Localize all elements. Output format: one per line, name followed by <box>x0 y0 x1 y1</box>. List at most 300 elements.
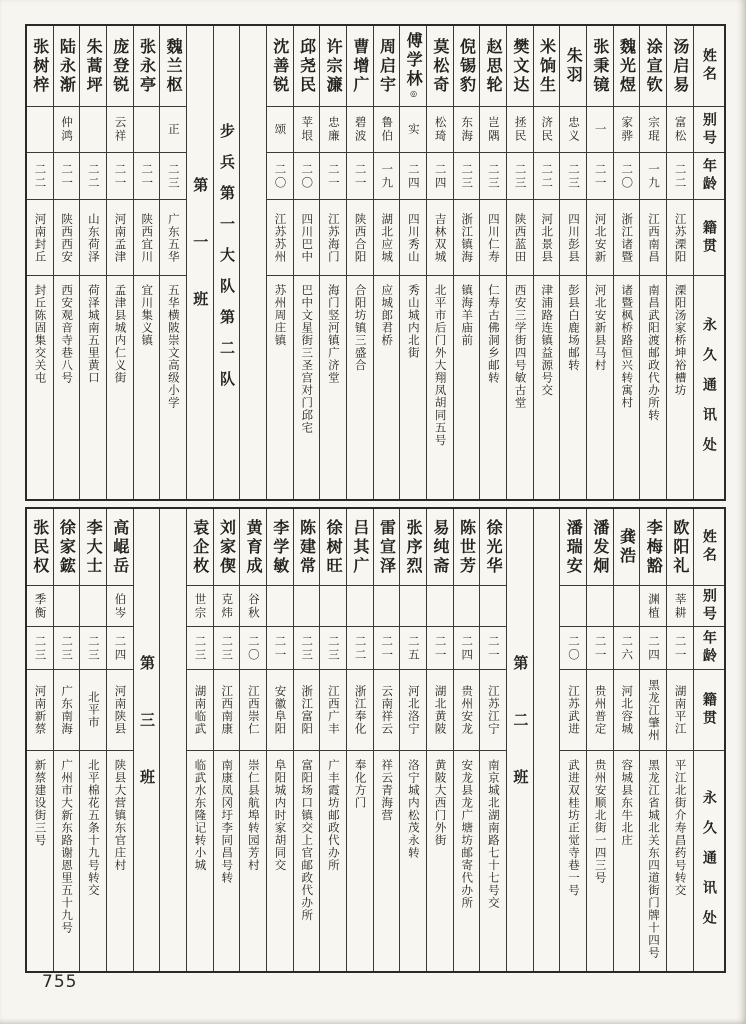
person-address <box>80 276 106 499</box>
person-age-text: 二一 <box>486 634 501 662</box>
person-age <box>320 153 346 200</box>
person-native-text: 河北景县 <box>540 212 555 263</box>
person-native <box>27 670 53 751</box>
person-alias <box>240 586 266 627</box>
person-age <box>27 627 53 670</box>
person-name-text: 周启宇 <box>377 37 397 95</box>
person-address <box>374 276 400 499</box>
person-native <box>240 670 266 751</box>
person-address <box>427 751 453 971</box>
person-age <box>454 153 480 200</box>
person-name-text: 沈善锐 <box>270 37 290 95</box>
person-native-text: 湖北应城 <box>380 212 395 263</box>
person-age <box>587 153 613 200</box>
person-address-text: 镇海羊庙前 <box>460 284 475 347</box>
person-native <box>640 670 666 751</box>
person-name-text: 袁企枚 <box>190 518 210 576</box>
person-alias-text: 济民 <box>540 116 555 143</box>
person-age-text: 二〇 <box>246 634 261 662</box>
person-native <box>27 200 53 276</box>
person-address-text: 封丘陈固集交关屯 <box>33 284 48 384</box>
person-native-text: 江西南昌 <box>646 212 661 263</box>
person-native <box>427 200 453 276</box>
person-age-text: 二一 <box>273 634 288 662</box>
person-address <box>294 276 320 499</box>
person-name-text: 朱羽 <box>564 47 584 85</box>
person-alias-text: 松琦 <box>433 116 448 143</box>
person-address <box>587 276 613 499</box>
header-address-text: 永久通讯处 <box>700 790 717 940</box>
person-native <box>560 670 586 751</box>
person-address-text: 南京城北湖南路七十七号交 <box>486 759 501 909</box>
person-column <box>400 26 427 499</box>
person-name-text: 陈建常 <box>297 518 317 576</box>
person-alias <box>374 107 400 153</box>
person-column <box>107 26 134 499</box>
person-age <box>267 153 293 200</box>
person-name-text: 雷宣泽 <box>377 518 397 576</box>
person-address-text: 合阳坊镇三盛合 <box>353 284 368 372</box>
person-address-text: 临武水东隆记转小城 <box>193 759 208 872</box>
header-age <box>694 627 724 670</box>
person-name-text: 欧阳礼 <box>670 518 690 576</box>
person-address <box>107 751 133 971</box>
person-age <box>294 627 320 670</box>
class-label: 第二班 <box>511 654 530 826</box>
person-name <box>240 509 266 586</box>
person-alias <box>27 586 53 627</box>
person-age <box>560 153 586 200</box>
person-column <box>374 509 401 971</box>
person-age <box>27 153 53 200</box>
person-native <box>614 200 640 276</box>
person-age <box>400 627 426 670</box>
person-address <box>107 276 133 499</box>
header-native-text: 籍贯 <box>700 692 717 728</box>
person-alias-text: 岂隅 <box>486 116 501 143</box>
person-address-text: 孟津县城内仁义街 <box>113 284 128 384</box>
person-column <box>560 26 587 499</box>
person-column <box>347 509 374 971</box>
person-native-text: 四川彭县 <box>566 212 581 263</box>
person-age <box>107 627 133 670</box>
person-native <box>267 670 293 751</box>
person-alias-text: 颂 <box>273 122 288 137</box>
person-age-text: 二二 <box>673 162 688 190</box>
person-native-text: 河北洛宁 <box>406 685 421 735</box>
header-address <box>694 276 724 499</box>
person-address <box>267 276 293 499</box>
person-name-text: 张序烈 <box>404 518 424 576</box>
header-native-text: 籍贯 <box>700 219 717 256</box>
person-age <box>640 627 666 670</box>
person-age <box>667 153 693 200</box>
person-native <box>480 200 506 276</box>
person-alias <box>374 586 400 627</box>
person-address <box>347 276 373 499</box>
person-alias <box>667 586 693 627</box>
person-column <box>587 26 614 499</box>
person-age-text: 二一 <box>60 162 75 190</box>
person-name <box>427 26 453 107</box>
person-alias <box>400 107 426 153</box>
person-address <box>560 751 586 971</box>
person-address <box>80 751 106 971</box>
person-address-text: 陕县大营镇东官庄村 <box>113 759 128 872</box>
person-alias <box>347 586 373 627</box>
person-native-text: 北平市 <box>86 691 101 729</box>
person-age-text: 二一 <box>140 162 155 190</box>
person-age-text: 二〇 <box>273 162 288 190</box>
person-alias <box>560 107 586 153</box>
person-age-text: 一九 <box>380 162 395 190</box>
person-age-text: 二三 <box>486 162 501 190</box>
person-column <box>374 26 401 499</box>
person-name-text: 徐树旺 <box>324 518 344 576</box>
person-name-text: 黄育成 <box>244 518 264 576</box>
person-address-text: 苏州周庄镇 <box>273 284 288 347</box>
person-native <box>587 670 613 751</box>
person-name <box>294 26 320 107</box>
person-address <box>294 751 320 971</box>
person-name-text: 潘发炯 <box>590 518 610 576</box>
person-native-text: 贵州安龙 <box>460 685 475 735</box>
person-address <box>214 751 240 971</box>
person-address-text: 河北安新县马村 <box>593 284 608 372</box>
person-address-text: 平江北街介寿昌药号转交 <box>673 759 688 897</box>
person-age <box>400 153 426 200</box>
person-alias <box>347 107 373 153</box>
person-alias <box>54 107 80 153</box>
person-age <box>534 153 560 200</box>
person-address <box>54 751 80 971</box>
person-address <box>507 276 533 499</box>
person-native-text: 湖南平江 <box>673 685 688 735</box>
person-native <box>480 670 506 751</box>
person-column <box>614 509 641 971</box>
person-address-text: 北平棉花五条十九号转交 <box>86 759 101 897</box>
person-name <box>480 509 506 586</box>
person-age-text: 二一 <box>326 162 341 190</box>
person-alias <box>640 107 666 153</box>
person-native <box>454 670 480 751</box>
person-native <box>400 670 426 751</box>
person-address-text: 仁寿古佛洞乡邮转 <box>486 284 501 384</box>
person-native <box>214 670 240 751</box>
person-name <box>320 26 346 107</box>
person-address-text: 秀山城内北街 <box>406 284 421 359</box>
unit-title-column <box>214 26 241 499</box>
person-alias <box>614 586 640 627</box>
person-native <box>347 670 373 751</box>
person-address <box>614 751 640 971</box>
person-alias <box>320 586 346 627</box>
person-age-text: 二四 <box>113 634 128 662</box>
person-column <box>80 26 107 499</box>
person-column <box>107 509 134 971</box>
person-name <box>400 509 426 586</box>
person-age <box>374 627 400 670</box>
class-label: 第一班 <box>191 177 210 348</box>
person-name-text: 易纯斋 <box>430 518 450 576</box>
person-address-text: 安龙县龙广塘坊邮寄代办所 <box>460 759 475 909</box>
person-column <box>347 26 374 499</box>
blank-divider-column <box>534 509 561 971</box>
person-age <box>107 153 133 200</box>
header-column <box>694 509 724 971</box>
unit-title: 步兵第一大队第二队 <box>217 123 236 402</box>
person-native <box>187 670 213 751</box>
person-column <box>27 26 54 499</box>
person-address-text: 崇仁县航埠转园芳村 <box>246 759 261 872</box>
person-age <box>427 627 453 670</box>
person-name-text: 吕其广 <box>350 518 370 576</box>
person-address-text: 武进双桂坊正觉寺巷一号 <box>566 759 581 897</box>
person-name-text: 魏兰枢 <box>164 37 184 95</box>
person-column <box>400 509 427 971</box>
person-native-text: 吉林双城 <box>433 212 448 263</box>
person-age-text: 二二 <box>540 162 555 190</box>
person-alias-text: 拯民 <box>513 116 528 143</box>
person-address-text: 黄陂大西门外街 <box>433 759 448 847</box>
person-name <box>454 26 480 107</box>
person-address <box>374 751 400 971</box>
person-age-text: 二二 <box>353 634 368 662</box>
person-column <box>480 509 507 971</box>
person-column <box>454 26 481 499</box>
page-number: 755 <box>42 972 78 992</box>
person-alias <box>27 107 53 153</box>
person-address <box>54 276 80 499</box>
person-address-text: 溧阳汤家桥坤裕槽坊 <box>673 284 688 397</box>
person-name <box>134 26 160 107</box>
person-name <box>294 509 320 586</box>
person-column <box>267 509 294 971</box>
person-alias-text: 正 <box>166 122 181 137</box>
blank-divider-column <box>160 509 187 971</box>
person-age <box>54 627 80 670</box>
person-address <box>160 276 186 499</box>
header-alias <box>694 107 724 153</box>
person-name <box>80 509 106 586</box>
person-native-text: 湖北黄陂 <box>433 685 448 735</box>
header-native <box>694 200 724 276</box>
person-column <box>214 509 241 971</box>
person-age <box>614 627 640 670</box>
person-name-text: 徐光华 <box>484 518 504 576</box>
person-name <box>80 26 106 107</box>
person-address-text: 黑龙江省城北关东四道街门牌十四号 <box>646 759 661 959</box>
person-name <box>374 26 400 107</box>
person-native-text: 广东南海 <box>60 685 75 735</box>
person-age <box>480 627 506 670</box>
person-native <box>294 670 320 751</box>
person-alias-text: 实 <box>406 122 421 137</box>
person-name-text: 高崐岳 <box>110 518 130 576</box>
person-name <box>614 26 640 107</box>
person-native <box>80 200 106 276</box>
person-native <box>267 200 293 276</box>
person-alias-text: 苹垠 <box>300 116 315 143</box>
person-alias <box>427 107 453 153</box>
person-column <box>427 509 454 971</box>
person-native-text: 广东五华 <box>166 212 181 263</box>
person-address-text: 祥云青海营 <box>380 759 395 822</box>
person-name <box>400 26 426 107</box>
person-name-text: 陆永渐 <box>57 37 77 95</box>
person-column <box>560 509 587 971</box>
person-name <box>320 509 346 586</box>
person-name <box>267 509 293 586</box>
header-name <box>694 509 724 586</box>
person-name <box>534 26 560 107</box>
person-alias <box>320 107 346 153</box>
person-alias-text: 仲鸿 <box>60 116 75 143</box>
person-age <box>240 627 266 670</box>
person-native-text: 江西广丰 <box>326 685 341 735</box>
person-column <box>294 26 321 499</box>
person-column <box>240 509 267 971</box>
person-native <box>347 200 373 276</box>
person-address <box>640 751 666 971</box>
person-alias <box>80 107 106 153</box>
person-name-text: 李梅豁 <box>644 518 664 576</box>
person-alias <box>294 107 320 153</box>
person-column <box>640 26 667 499</box>
person-age <box>80 627 106 670</box>
person-name-text: 傅学林◎ <box>404 31 424 101</box>
person-native-text: 陕西宜川 <box>140 212 155 263</box>
person-alias <box>534 107 560 153</box>
person-name <box>427 509 453 586</box>
person-name-text: 庞登锐 <box>110 37 130 95</box>
person-address-text: 富阳场口镇交上官邮政代办所 <box>300 759 315 922</box>
person-native-text: 山东荷泽 <box>86 212 101 263</box>
person-age-text: 二二 <box>86 162 101 190</box>
person-name-text: 李大士 <box>84 518 104 576</box>
person-age-text: 二一 <box>593 162 608 190</box>
person-alias-text: 季衡 <box>33 592 48 620</box>
person-address-text: 新蔡建设街三号 <box>33 759 48 847</box>
person-address-text: 北平市后门外大翔凤胡同五号 <box>433 284 448 447</box>
person-name <box>347 509 373 586</box>
person-name <box>214 509 240 586</box>
person-name-text: 许宗濂 <box>324 37 344 95</box>
person-name-text: 陈世芳 <box>457 518 477 576</box>
person-name <box>107 26 133 107</box>
person-native <box>107 670 133 751</box>
person-address <box>320 276 346 499</box>
person-name <box>347 26 373 107</box>
person-name-text: 张民权 <box>30 518 50 576</box>
person-column <box>187 509 214 971</box>
person-address-text: 洛宁城内松茂永转 <box>406 759 421 859</box>
person-column <box>427 26 454 499</box>
person-age-text: 二〇 <box>566 634 581 662</box>
person-age-text: 二三 <box>326 634 341 662</box>
person-age-text: 二四 <box>406 162 421 190</box>
person-alias <box>294 586 320 627</box>
person-native-text: 陕西蓝田 <box>513 212 528 263</box>
person-alias <box>560 586 586 627</box>
person-name <box>667 509 693 586</box>
header-address-text: 永久通讯处 <box>700 316 717 467</box>
header-age-text: 年龄 <box>700 630 717 666</box>
person-alias-text: 碧波 <box>353 116 368 143</box>
person-name-text: 徐家鋐 <box>57 518 77 576</box>
person-age <box>320 627 346 670</box>
person-age <box>214 627 240 670</box>
person-age-text: 二三 <box>193 634 208 662</box>
person-column <box>507 26 534 499</box>
person-name-text: 莫松奇 <box>430 37 450 95</box>
person-column <box>320 26 347 499</box>
person-address-text: 诸暨枫桥路恒兴转寓村 <box>620 284 635 409</box>
person-address-text: 贵州安顺北街一四三号 <box>593 759 608 884</box>
person-native <box>320 670 346 751</box>
person-address-text: 彭县白鹿场邮转 <box>566 284 581 372</box>
person-alias <box>454 107 480 153</box>
header-address <box>694 751 724 971</box>
person-age <box>374 153 400 200</box>
person-column <box>480 26 507 499</box>
person-native-text: 江苏武进 <box>566 685 581 735</box>
person-native <box>587 200 613 276</box>
blank-divider-column <box>240 26 267 499</box>
person-alias-text: 东海 <box>460 116 475 143</box>
person-alias <box>134 107 160 153</box>
person-age <box>640 153 666 200</box>
person-native-text: 河南新蔡 <box>33 685 48 735</box>
person-name <box>667 26 693 107</box>
person-address-text: 巴中文星街三圣宫对门邱宅 <box>300 284 315 434</box>
person-alias <box>507 107 533 153</box>
person-native-text: 陕西西安 <box>60 212 75 263</box>
person-address <box>240 751 266 971</box>
header-age <box>694 153 724 200</box>
person-name-text: 龚浩 <box>617 528 637 566</box>
person-native <box>614 670 640 751</box>
person-column <box>267 26 294 499</box>
person-alias-text: 鲁伯 <box>380 116 395 143</box>
person-address-text: 奉化方门 <box>353 759 368 809</box>
person-alias <box>454 586 480 627</box>
person-native <box>374 670 400 751</box>
roster-table-first-class <box>25 24 726 501</box>
person-alias <box>214 586 240 627</box>
person-name <box>614 509 640 586</box>
person-age <box>587 627 613 670</box>
person-name <box>107 509 133 586</box>
person-native <box>667 200 693 276</box>
person-alias-text: 一 <box>593 122 608 137</box>
header-alias <box>694 586 724 627</box>
person-age <box>134 153 160 200</box>
person-alias <box>614 107 640 153</box>
person-alias-text: 忠义 <box>566 116 581 143</box>
person-column <box>614 26 641 499</box>
person-age-text: 二三 <box>86 634 101 662</box>
person-alias-text: 云祥 <box>113 116 128 143</box>
person-native-text: 云南祥云 <box>380 685 395 735</box>
person-age-text: 二一 <box>593 634 608 662</box>
person-native-text: 江苏苏州 <box>273 212 288 263</box>
person-name <box>587 26 613 107</box>
person-name <box>507 26 533 107</box>
person-native-text: 四川秀山 <box>406 212 421 263</box>
person-name <box>640 509 666 586</box>
person-column <box>80 509 107 971</box>
